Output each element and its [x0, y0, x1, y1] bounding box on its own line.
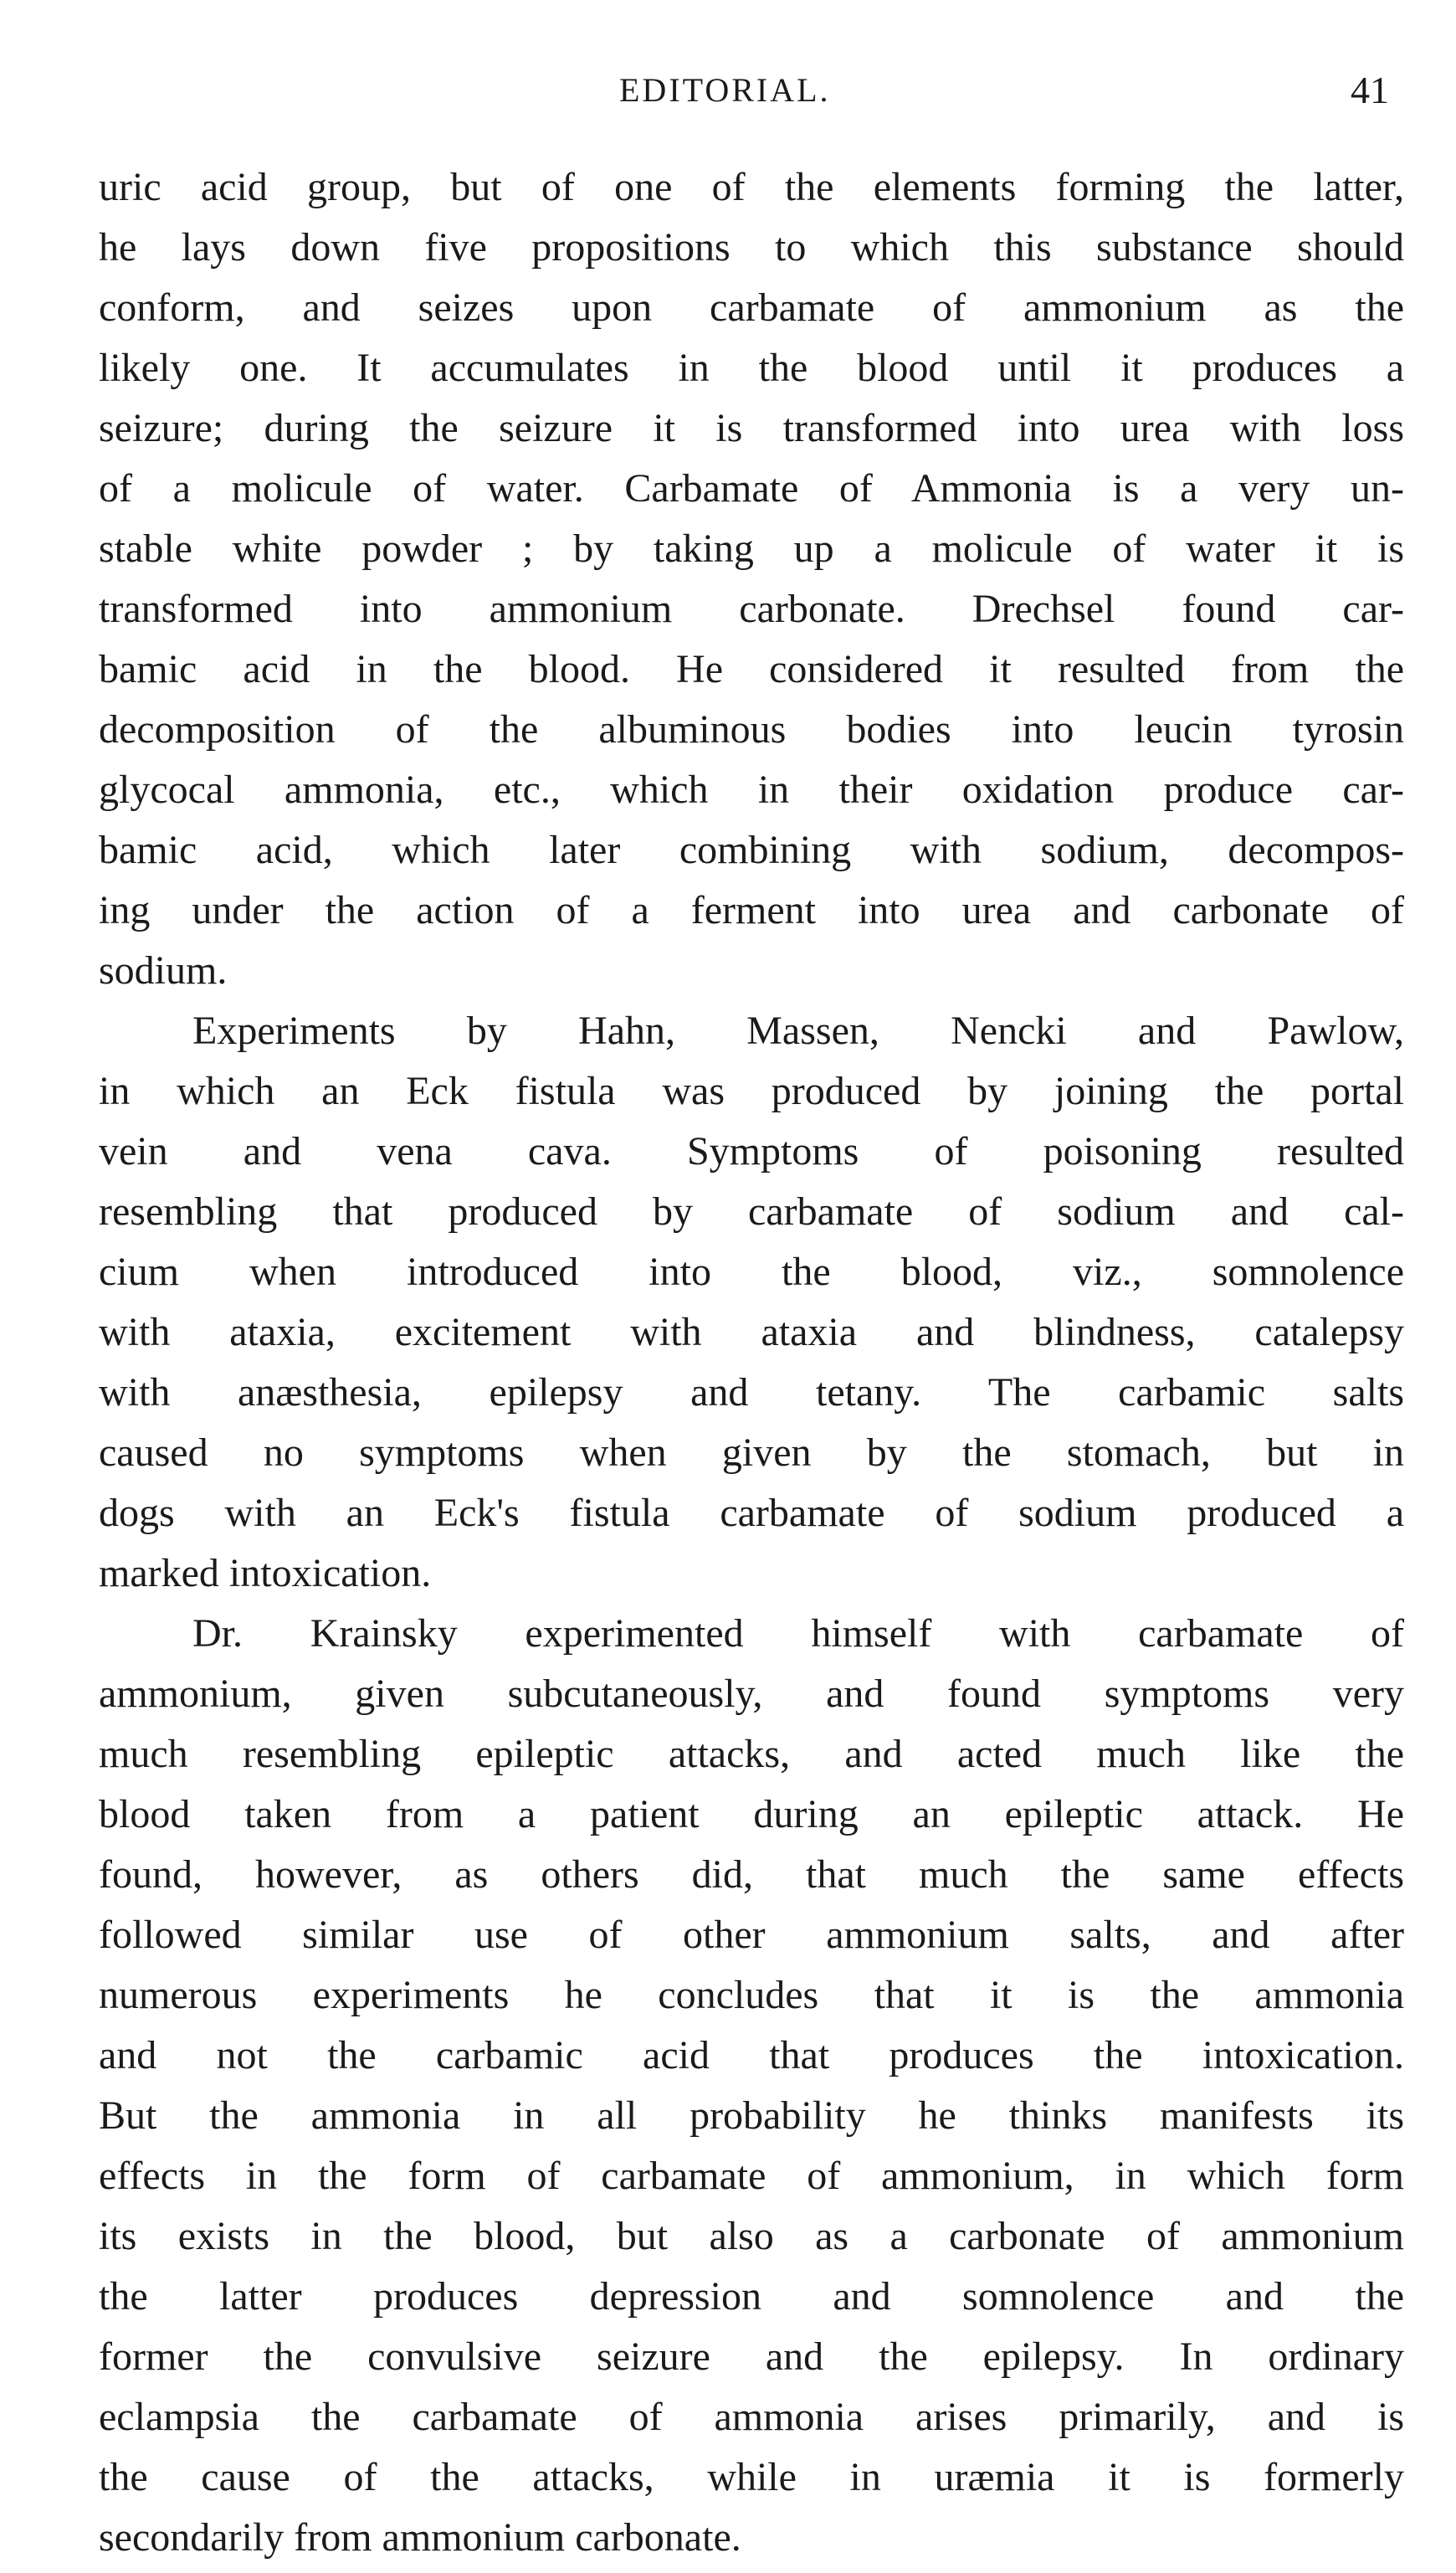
page-number: 41: [1351, 69, 1389, 111]
text-line: secondarily from ammonium carbonate.: [99, 2515, 741, 2560]
paragraph-3: [99, 1604, 1404, 2568]
text-line: sodium.: [99, 948, 228, 993]
text-line: conform, and seizes upon carbamate of ammonium as the: [99, 285, 1404, 330]
text-line: ammonium, given subcutaneously, and found symptoms very: [99, 1672, 1404, 1716]
running-title: EDITORIAL.: [619, 71, 831, 109]
text-line: uric acid group, but of one of the elements forming the latter,: [99, 165, 1404, 209]
text-line: and not the carbamic acid that produces the intoxication.: [99, 2033, 1404, 2077]
text-line: glycocal ammonia, etc., which in their oxidation produce car-: [99, 768, 1404, 812]
text-line: caused no symptoms when given by the stomach, but in: [99, 1430, 1404, 1475]
text-line: found, however, as others did, that much the same effects: [99, 1852, 1404, 1897]
text-line: transformed into ammonium carbonate. Drechsel found car-: [99, 587, 1404, 631]
text-line: the latter produces depression and somnolence and the: [99, 2274, 1404, 2319]
text-line: the cause of the attacks, while in uræmia it is formerly: [99, 2455, 1404, 2499]
text-line: effects in the form of carbamate of ammonium, in which form: [99, 2154, 1404, 2198]
text-line: Dr. Krainsky experimented himself with carbamate of: [192, 1611, 1404, 1656]
text-line: marked intoxication.: [99, 1551, 432, 1595]
paragraph-2: [99, 1001, 1404, 1604]
text-line: former the convulsive seizure and the epilepsy. In ordinary: [99, 2334, 1404, 2379]
text-line: with anæsthesia, epilepsy and tetany. The carbamic salts: [99, 1370, 1404, 1415]
text-line: seizure; during the seizure it is transformed into urea with loss: [99, 406, 1404, 450]
text-line: resembling that produced by carbamate of sodium and cal-: [99, 1189, 1404, 1234]
text-line: with ataxia, excitement with ataxia and blindness, catalepsy: [99, 1310, 1404, 1354]
text-line: its exists in the blood, but also as a carbonate of ammonium: [99, 2214, 1404, 2258]
text-line: cium when introduced into the blood, viz., somnolence: [99, 1250, 1404, 1294]
text-line: bamic acid in the blood. He considered it resulted from the: [99, 647, 1404, 691]
text-line: of a molicule of water. Carbamate of Ammonia is a very un-: [99, 466, 1404, 511]
text-line: stable white powder ; by taking up a molicule of water it is: [99, 526, 1404, 571]
text-line: in which an Eck fistula was produced by joining the portal: [99, 1069, 1404, 1113]
text-line: ing under the action of a ferment into urea and carbonate of: [99, 888, 1404, 932]
text-line: followed similar use of other ammonium salts, and after: [99, 1913, 1404, 1957]
text-line: Experiments by Hahn, Massen, Nencki and Pawlow,: [192, 1009, 1404, 1053]
paragraph-1: [99, 157, 1404, 1001]
body-text: [99, 157, 1404, 2568]
running-head: [0, 65, 1456, 116]
text-line: eclampsia the carbamate of ammonia arises primarily, and is: [99, 2395, 1404, 2439]
text-line: dogs with an Eck's fistula carbamate of sodium produced a: [99, 1491, 1404, 1535]
text-line: blood taken from a patient during an epileptic attack. He: [99, 1792, 1404, 1836]
text-line: decomposition of the albuminous bodies into leucin tyrosin: [99, 707, 1404, 752]
text-line: But the ammonia in all probability he thinks manifests its: [99, 2093, 1404, 2138]
text-line: vein and vena cava. Symptoms of poisoning resulted: [99, 1129, 1404, 1174]
text-line: he lays down five propositions to which this substance should: [99, 225, 1404, 270]
text-line: likely one. It accumulates in the blood until it produces a: [99, 346, 1404, 390]
text-line: bamic acid, which later combining with sodium, decompos-: [99, 828, 1404, 872]
text-line: numerous experiments he concludes that it is the ammonia: [99, 1973, 1404, 2017]
text-line: much resembling epileptic attacks, and acted much like the: [99, 1732, 1404, 1776]
